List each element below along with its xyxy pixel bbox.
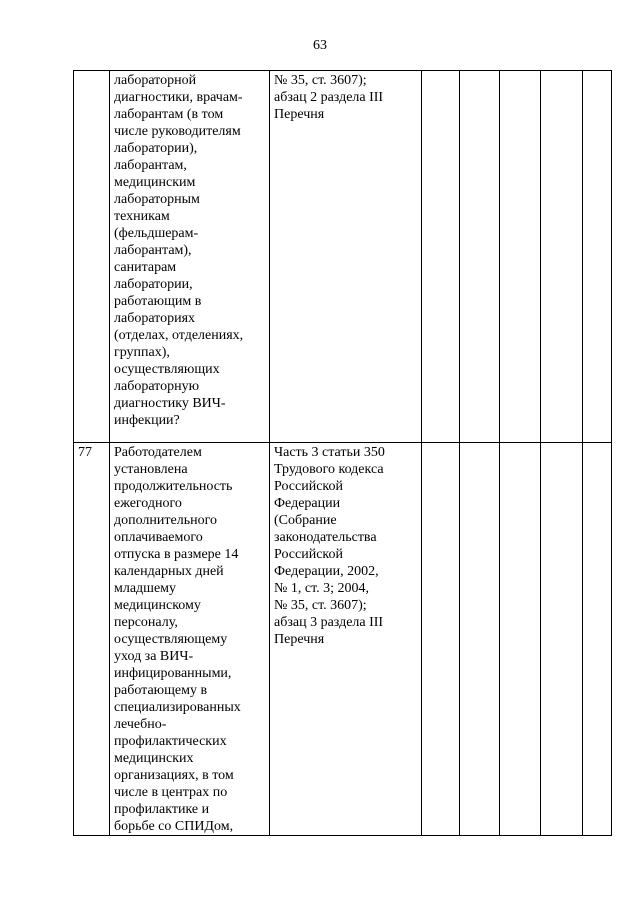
answer-cell-yes [422,71,460,443]
answer-cell-not-applicable [500,443,541,836]
requirement-text-cell: лабораторной диагностики, врачам- лаборантам (в том числе руководителям лаборатории), лаборантам, медицинским лабораторным техникам (фельдшерам- лаборантам), санитарам лаборатории, работающим в лабораториях (отделах, отделениях, группах), осуществляющих лабораторную диагностику ВИЧ- инфекции? [110,71,270,443]
page-number: 63 [313,38,327,53]
notes-cell [583,71,612,443]
answer-cell-no [460,443,500,836]
answer-cell-extra [541,443,583,836]
table-row [74,71,612,443]
legal-reference-cell: № 35, ст. 3607); абзац 2 раздела III Перечня [270,71,422,443]
answer-cell-extra [541,71,583,443]
row-number-cell: 77 [74,443,110,836]
answer-cell-not-applicable [500,71,541,443]
legal-reference-cell: Часть 3 статьи 350 Трудового кодекса Российской Федерации (Собрание законодательства Российской Федерации, 2002, № 1, ст. 3; 2004, № 35, ст. 3607); абзац 3 раздела III Перечня [270,443,422,836]
row-number-cell [74,71,110,443]
table-row [74,443,612,836]
requirement-text-cell: Работодателем установлена продолжительность ежегодного дополнительного оплачиваемого отпуска в размере 14 календарных дней младшему медицинскому персоналу, осуществляющему уход за ВИЧ- инфицированными, работающему в специализированных лечебно- профилактических медицинских организациях, в том числе в центрах по профилактике и борьбе со СПИДом, [110,443,270,836]
answer-cell-yes [422,443,460,836]
notes-cell [583,443,612,836]
checklist-table [73,70,612,836]
answer-cell-no [460,71,500,443]
